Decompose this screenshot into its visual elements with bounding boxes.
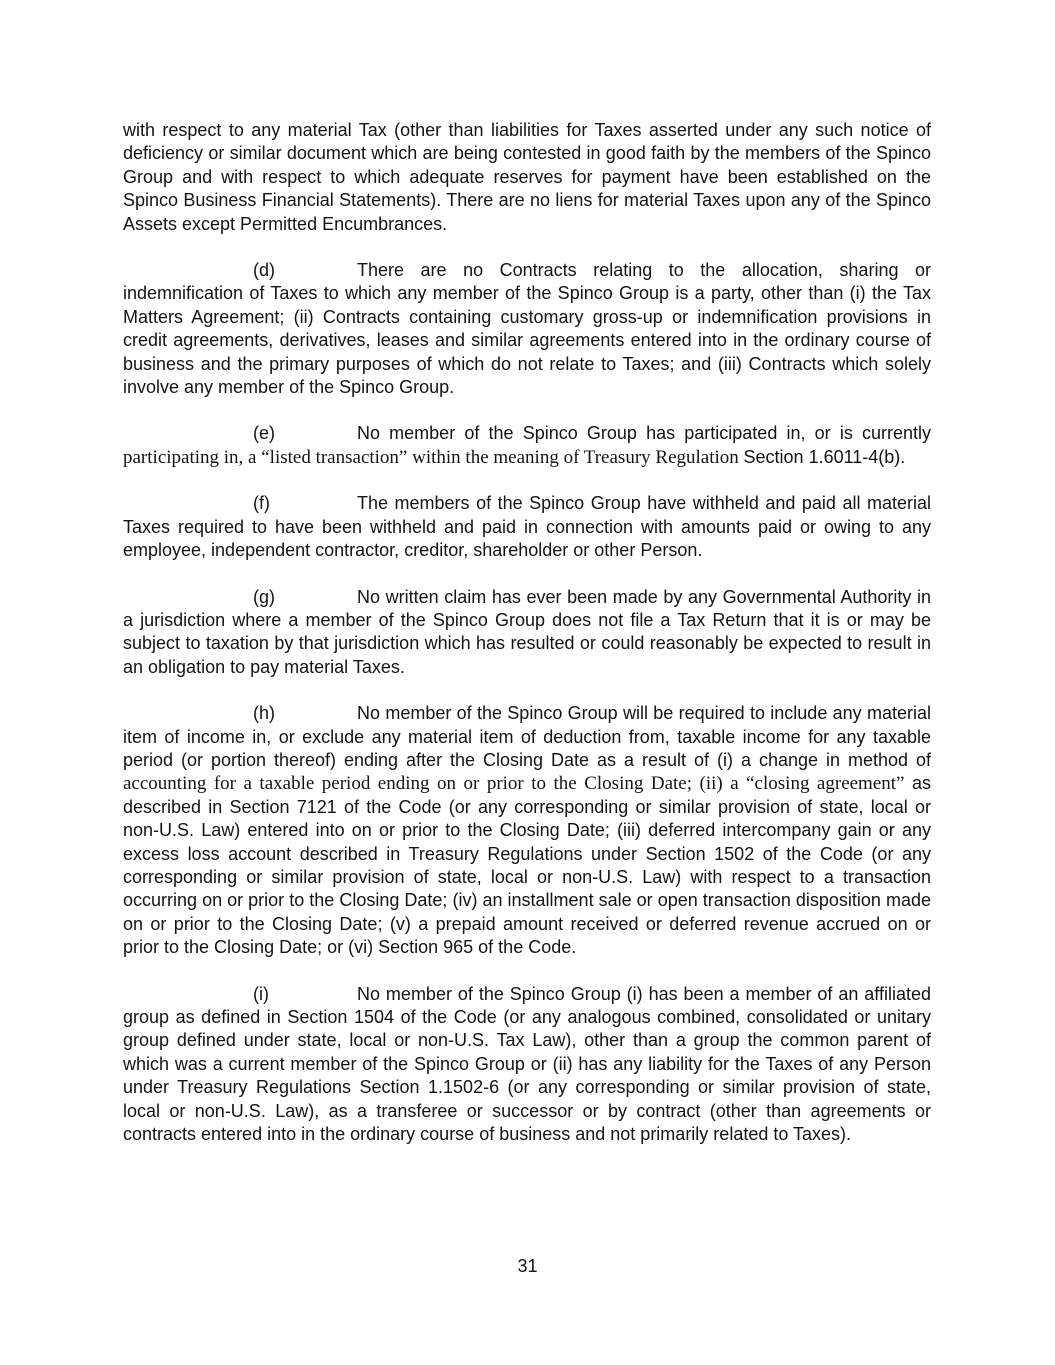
paragraph-i-label: (i) [253,983,269,1004]
paragraph-d-text: There are no Contracts relating to the allocation, sharing or indemnification of Taxes to which any member of the Spinco Group is a party, other than (i) the Tax Matters Agreement; (ii) Contracts containing customary gross-up or indemnification provisions in credit agreements, derivatives, leases and similar agreements entered into in the ordinary course of business and the primary purposes of which do not relate to Taxes; and (iii) Contracts which solely involve any member of the Spinco Group. [123,260,931,398]
paragraph-e-label: (e) [253,423,275,444]
paragraph-d [123,259,931,399]
paragraph-e-text: No member of the Spinco Group has participated in, or is currently participating in, a “listed transaction” within the meaning of Treasury Regulation Section 1.6011-4(b). [123,423,931,468]
paragraph-f [123,492,931,562]
paragraph-d-label: (d) [253,260,275,281]
paragraph-f-indent [123,492,357,515]
paragraph-i-text: No member of the Spinco Group (i) has been a member of an affiliated group as defined in Section 1504 of the Code (or any analogous combined, consolidated or unitary group defined under state, local or non-U.S. Tax Law), other than a group the common parent of which was a current member of the Spinco Group or (ii) has any liability for the Taxes of any Person under Treasury Regulations Section 1.1502-6 (or any corresponding or similar provision of state, local or non-U.S. Law), as a transferee or successor or by contract (other than agreements or contracts entered into in the ordinary course of business and not primarily related to Taxes). [123,983,931,1145]
paragraph-g-text: No written claim has ever been made by any Governmental Authority in a jurisdiction where a member of the Spinco Group does not file a Tax Return that it is or may be subject to taxation by that jurisdiction which has resulted or could reasonably be expected to result in an obligation to pay material Taxes. [123,586,931,677]
paragraph-i-indent [123,983,357,1006]
paragraph-g-label: (g) [253,586,275,607]
paragraph-f-label: (f) [253,493,270,514]
paragraph-i [123,983,931,1147]
paragraph-h-text: No member of the Spinco Group will be required to include any material item of income in, or exclude any material item of deduction from, taxable income for any taxable period (or portion thereof) ending after the Closing Date as a result of (i) a change in method of accounting for a taxable period ending on or prior to the Closing Date; (ii) a “closing agreement” as described in Section 7121 of the Code (or any corresponding or similar provision of state, local or non-U.S. Law) entered into on or prior to the Closing Date; (iii) deferred intercompany gain or any excess loss account described in Treasury Regulations under Section 1502 of the Code (or any corresponding or similar provision of state, local or non-U.S. Law) with respect to a transaction occurring on or prior to the Closing Date; (iv) an installment sale or open transaction disposition made on or prior to the Closing Date; (v) a prepaid amount received or deferred revenue accrued on or prior to the Closing Date; or (vi) Section 965 of the Code. [123,703,931,958]
paragraph-g [123,586,931,680]
paragraph-h-indent [123,702,357,725]
paragraph-f-text: The members of the Spinco Group have withheld and paid all material Taxes required to have been withheld and paid in connection with amounts paid or owing to any employee, independent contractor, creditor, shareholder or other Person. [123,493,931,561]
paragraph-e [123,422,931,469]
page-number: 31 [517,1256,538,1276]
paragraph-d-indent [123,259,357,282]
intro-paragraph-text: with respect to any material Tax (other than liabilities for Taxes asserted under any such notice of deficiency or similar document which are being contested in good faith by the members of the Spinco Group and with respect to which adequate reserves for payment have been established on the Spinco Business Financial Statements). There are no liens for material Taxes upon any of the Spinco Assets except Permitted Encumbrances. [123,120,931,234]
paragraph-g-indent [123,586,357,609]
paragraph-h [123,702,931,959]
document-body [123,119,931,1169]
paragraph-h-label: (h) [253,703,275,724]
paragraph-e-indent [123,422,357,445]
intro-paragraph [123,119,931,236]
